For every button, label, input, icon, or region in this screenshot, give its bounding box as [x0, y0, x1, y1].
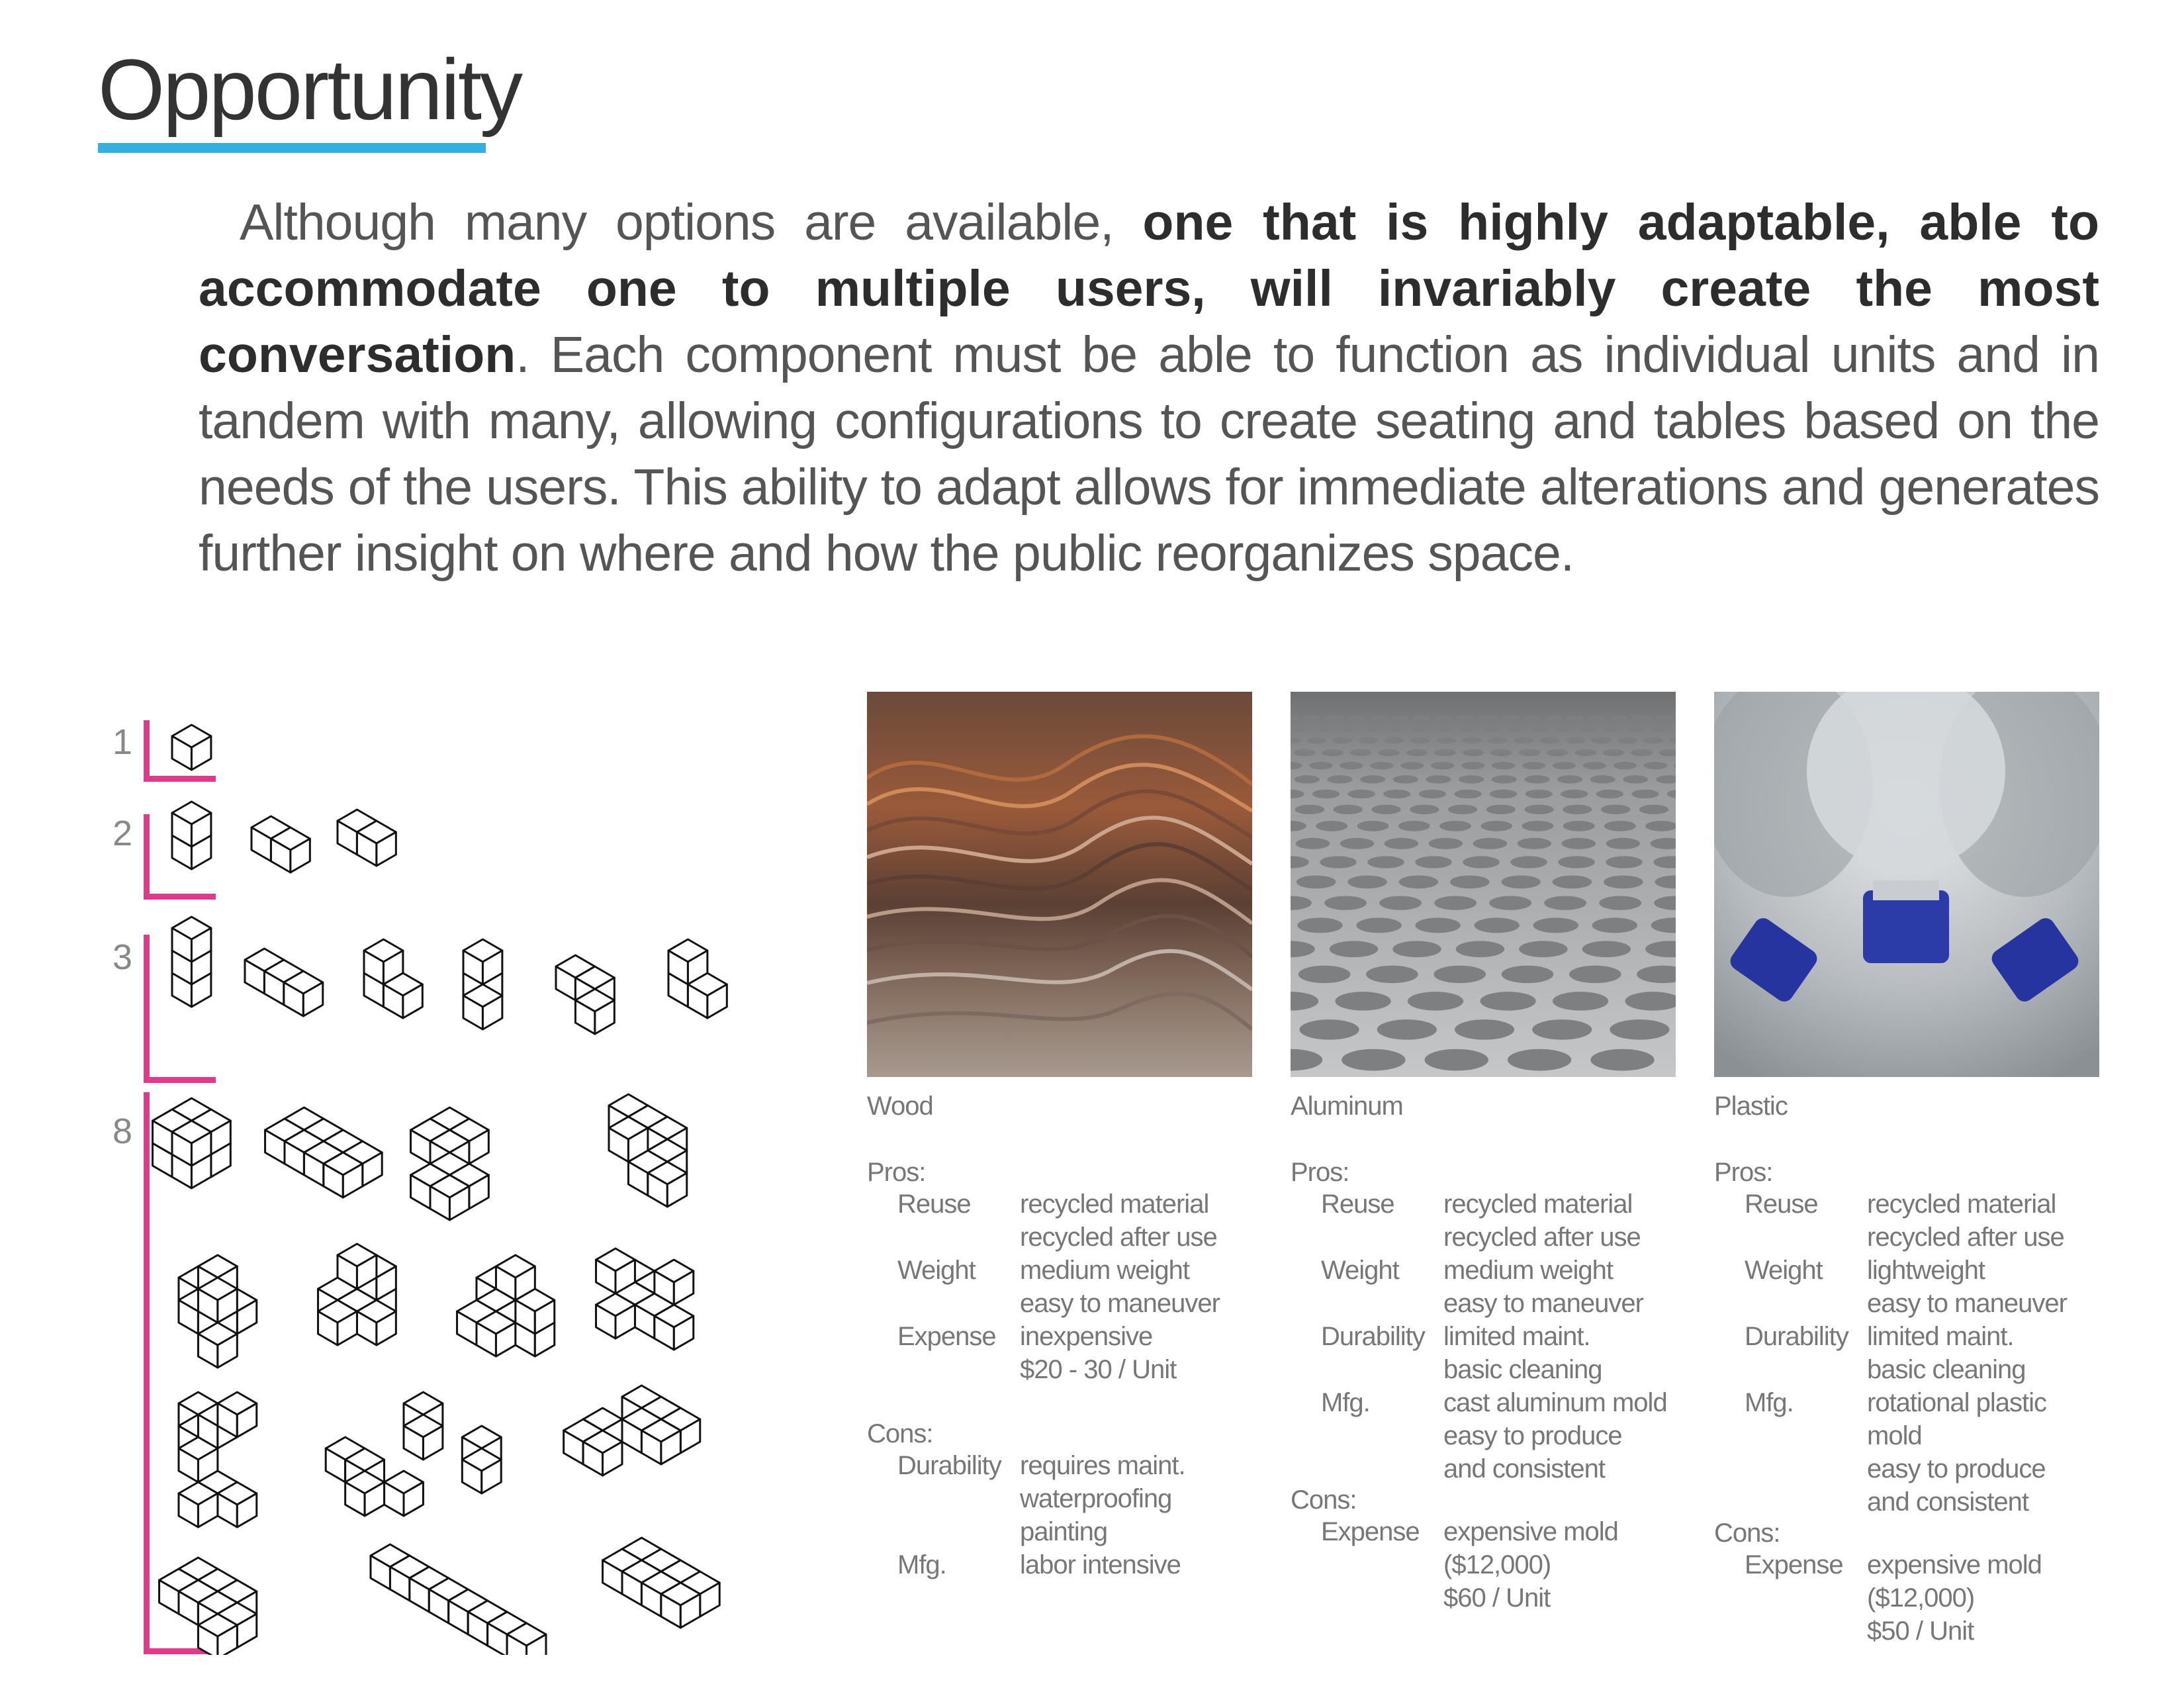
group-number-2: 2	[113, 814, 133, 853]
pro-reuse: Reuse recycled material recycled after use	[1321, 1190, 1641, 1252]
cube-icon	[596, 1293, 635, 1338]
cube-icon	[338, 1244, 377, 1289]
cube-icon	[172, 802, 211, 847]
group-number-3: 3	[113, 937, 133, 977]
group-number-8: 8	[113, 1111, 133, 1151]
cube-icon	[430, 1175, 469, 1220]
cube-icon	[218, 1392, 257, 1437]
material-aluminum	[1291, 692, 1676, 1615]
cube-icon	[198, 1323, 237, 1368]
pros-list	[1291, 1188, 1676, 1485]
page-title: Opportunity	[98, 41, 522, 138]
pro-weight: Weight lightweight easy to maneuver	[1745, 1256, 2067, 1318]
cube-icon	[655, 1305, 694, 1350]
cube-icon	[179, 1482, 218, 1527]
pro-mfg: Mfg. cast aluminum mold easy to produce and consistent	[1321, 1388, 1667, 1483]
cube-icon	[661, 1583, 700, 1628]
cube-icon	[575, 989, 614, 1034]
cube-icon	[583, 1430, 622, 1476]
material-wood	[867, 692, 1252, 1581]
pro-durability: Durability limited maint. basic cleaning	[1745, 1322, 2026, 1384]
cube-icon	[284, 971, 323, 1016]
cube-icon	[477, 1311, 516, 1356]
cube-icon	[655, 1260, 694, 1305]
cube-icon	[688, 973, 727, 1018]
cube-icon	[198, 1278, 237, 1323]
material-name: Wood	[867, 1092, 933, 1121]
cube-icon	[596, 1248, 635, 1293]
con-expense: Expense expensive mold ($12,000) $60 / Unit	[1321, 1517, 1618, 1613]
cube-icon	[463, 939, 502, 984]
cons-list	[1714, 1548, 2099, 1648]
cube-icon	[218, 1482, 257, 1527]
con-durability: Durability requires maint. waterproofing painting	[897, 1451, 1185, 1546]
pros-list	[867, 1188, 1252, 1386]
cube-icon	[463, 984, 502, 1029]
intro-bold-text: one that is highly adaptable, able to accommodate one to multiple users, will invariably create the most conversation	[199, 194, 2100, 383]
cube-arrangements	[99, 695, 788, 1655]
pro-mfg: Mfg. rotational plastic mold easy to produce and consistent	[1745, 1388, 2047, 1517]
cube-icon	[609, 1117, 648, 1162]
cube-icon	[271, 827, 310, 872]
material-name: Plastic	[1714, 1092, 1788, 1121]
cube-icon	[318, 1300, 357, 1345]
pro-weight: Weight medium weight easy to maneuver	[897, 1256, 1220, 1318]
title-underline	[98, 143, 486, 153]
cons-list	[1291, 1515, 1676, 1615]
intro-text-1: Although many options are available,	[240, 194, 1143, 251]
cube-icon	[172, 725, 211, 770]
con-expense: Expense expensive mold ($12,000) $50 / Unit	[1745, 1550, 2042, 1646]
pro-reuse: Reuse recycled material recycled after use	[897, 1190, 1217, 1252]
pros-label: Pros:	[1714, 1158, 1773, 1187]
con-mfg: Mfg. labor intensive	[897, 1550, 1181, 1579]
cube-icon	[404, 1415, 443, 1460]
pros-list	[1714, 1188, 2099, 1519]
cube-icon	[648, 1162, 687, 1207]
pro-durability: Durability limited maint. basic cleaning	[1321, 1322, 1602, 1384]
intro-paragraph	[199, 189, 2099, 586]
pro-expense: Expense inexpensive $20 - 30 / Unit	[897, 1322, 1177, 1384]
group-number-1: 1	[113, 722, 133, 762]
pros-label: Pros:	[1291, 1158, 1349, 1187]
aluminum-texture-image	[1291, 692, 1676, 1077]
intro-text-2: . Each component must be able to function as individual units and in tandem with many, allowing configurations to create seating and tables based on the needs of the users. This ability to adapt allows for immediate alterations and generates further insight on where and how the public reorganizes space.	[199, 326, 2099, 582]
cons-label: Cons:	[1291, 1485, 1357, 1515]
cube-icon	[385, 1471, 424, 1516]
cons-label: Cons:	[1714, 1519, 1780, 1548]
pro-weight: Weight medium weight easy to maneuver	[1321, 1256, 1643, 1318]
configuration-diagram	[99, 695, 788, 1655]
cube-icon	[357, 821, 396, 866]
wood-texture-image	[867, 692, 1252, 1077]
cube-icon	[357, 1300, 396, 1345]
pros-label: Pros:	[867, 1158, 926, 1187]
cube-icon	[172, 1121, 211, 1166]
material-plastic	[1714, 692, 2099, 1648]
material-name: Aluminum	[1291, 1092, 1403, 1121]
cube-icon	[496, 1255, 535, 1300]
cube-icon	[641, 1419, 680, 1464]
cube-icon	[345, 1471, 385, 1516]
cube-icon	[383, 973, 422, 1018]
cube-icon	[172, 917, 211, 962]
cube-icon	[462, 1448, 501, 1493]
cube-icon	[324, 1152, 363, 1197]
cons-label: Cons:	[867, 1419, 933, 1448]
pro-reuse: Reuse recycled material recycled after use	[1745, 1190, 2064, 1252]
plastic-bottles-image	[1714, 692, 2099, 1077]
cons-list	[867, 1449, 1252, 1581]
